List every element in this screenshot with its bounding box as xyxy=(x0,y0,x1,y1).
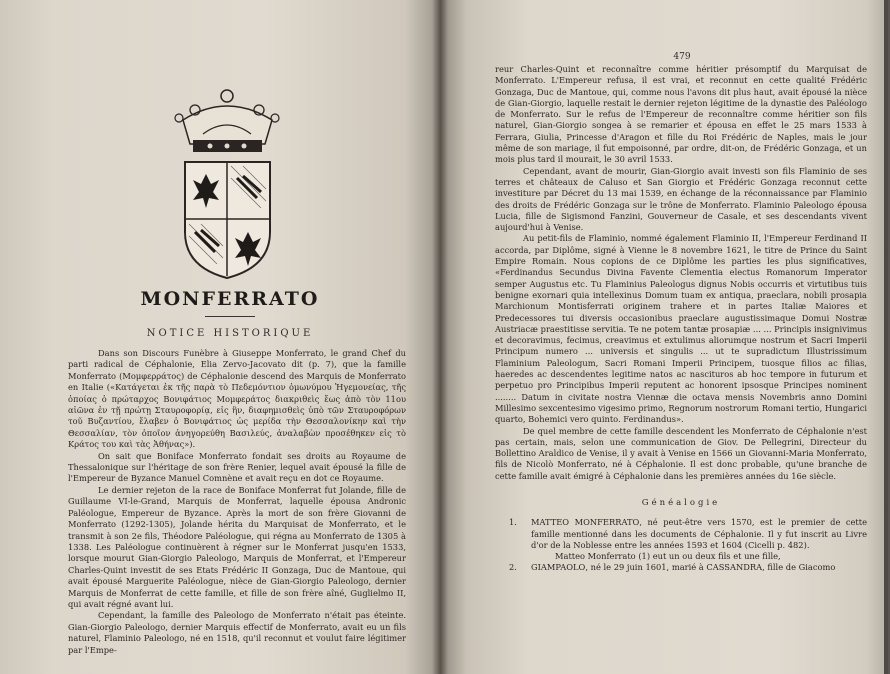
page-title: MONFERRATO xyxy=(140,288,320,310)
paragraph: De quel membre de cette famille descendent les Monferrato de Céphalonie n'est pas certain, mais, selon une communication de Giov. De Pellegrini, Directeur du Bollettino Araldico de Venise, il y avait à Venise en 1566 un Giovanni-Maria Monferrato, fils de Nicolò Monferrato, né à Céphalonie. Il est donc probable, qu'une branche de cette famille avait émigré à Céphalonie dans les premières années du 16e siècle. xyxy=(495,425,867,481)
paragraph: On sait que Boniface Monferrato fondait ses droits au Royaume de Thessalonique sur l'héritage de son frère Renier, lequel avait épousé la fille de l'Empereur de Byzance Manuel Comnène et avait reçu en dot ce Royaume. xyxy=(68,450,406,484)
genealogy-entry xyxy=(495,517,867,562)
genealogy-entry xyxy=(495,562,867,573)
entry-text: , né le 29 juin 1601, marié à CASSANDRA, fille de Giacomo xyxy=(585,562,836,573)
page-number: 479 xyxy=(673,52,691,62)
right-page xyxy=(440,0,888,674)
paragraph: Au petit-fils de Flaminio, nommé également Flaminio II, l'Empereur Ferdinand II accorda, par Diplôme, signé à Vienne le 8 novembre 1621, le titre de Prince du Saint Empire Romain. Nous copions de ce Diplôme les parties les plus significatives, «Ferdinandus Secundus Divina Favente Clementia electus Romanorum Imperator semper Augustus etc. Tu Flaminius Paleologus dignus Nobis occurris et virtutibus tuis benigne exornari quia intellexinus Domum tuam ex antiqua, praeclara, nobili prosapia Marchionum Montisferrati originem trahere et in partes Italiæ Maiores et Predecessores tui diversis occasionibus praeclare augustissimaque Domui Nostræ Austriacæ praestitisse servitia. Te ne potem tantæ prosapiæ ... ... Principis insignivimus et decoravimus, fecimus, creavimus et extulimus aliorumque nostrum et Sacri Imperii Principum numero ... universis et singulis ... ut te supradictum Illustrissimum Flaminium Paleologum, Sacri Romani Imperii Principem, tuosque filios ac filias, haeredes ac descendentes legitime natos ac nascituros ab hoc tempore in futurum et perpetuo pro Principibus Imperii reputent ac honorent ipsosque Principes nominent ........ Datum in civitate nostra Viennæ die octava mensis Novembris anno Domini Millesimo sexcentesimo vigesimo primo, Regnorum nostrorum Romani tertio, Hungarici quarto, Bohemici vero quinto. Ferdinandus». xyxy=(495,233,867,425)
paragraph: reur Charles-Quint et reconnaître comme héritier présomptif du Marquisat de Monferrato. L'Empereur refusa, il est vrai, et reconnut en cette qualité Frédéric Gonzaga, Duc de Mantoue, qui, comme nous l'avons dit plus haut, avait épousé la nièce de Gian-Giorgio, laquelle restait le dernier rejeton légitime de la dynastie des Paléologo de Monferrato. Sur le refus de l'Empereur de reconnaître comme héritier son fils naturel, Gian-Giorgio songea à se remarier et épousa en effet le 25 mars 1533 à Ferrara, Giulia, Princesse d'Aragon et fille du Roi Frédéric de Naples, mais le jour même de son mariage, il fut empoisonné, par ordre, dit-on, de Frédéric Gonzaga, et un mois plus tard il mourait, le 30 avril 1533. xyxy=(495,64,867,165)
coat-of-arms-icon xyxy=(165,82,290,282)
paragraph: Cependant, la famille des Paleologo de Monferrato n'était pas éteinte. Gian-Giorgio Paleologo, dernier Marquis effectif de Monferrato, avait eu un fils naturel, Flaminio Paleologo, né en 1518, qu'il reconnut et voulut faire légitimer par l'Empe- xyxy=(68,610,406,655)
paragraph: Le dernier rejeton de la race de Boniface Monferrat fut Jolande, fille de Guillaume VI-le-Grand, Marquis de Monferrat, laquelle épousa Andronic Paléologue, Empereur de Byzance. Après la mort de son frère Giovanni de Monferrato (1292-1305), Jolande hérita du Marquisat de Monferrato, et le transmit à son 2e fils, Théodore Paléologue, qui régna au Monferrato de 1305 à 1338. Les Paléologue continuèrent à régner sur le Monferrat jusqu'en 1533, lorsque mourut Gian-Giorgio Paleologo, Marquis de Monferrat, et l'Empereur Charles-Quint investit de ses Etats Frédéric II Gonzaga, Duc de Mantoue, qui avait épousé Marguerite Paléologue, nièce de Gian-Giorgio Paleologo, dernier Marquis de Monferrat de cette famille, et fille de son frère aîné, Guglielmo II, qui avait régné avant lui. xyxy=(68,484,406,609)
left-page xyxy=(0,0,440,674)
entry-name: MATTEO MONFERRATO xyxy=(531,517,640,528)
left-body-text xyxy=(68,348,406,656)
genealogy-heading: Généalogie xyxy=(641,497,721,508)
page-subtitle: NOTICE HISTORIQUE xyxy=(146,328,314,339)
entry-name: GIAMPAOLO xyxy=(531,562,586,573)
right-body-text xyxy=(495,64,867,574)
paragraph: Dans son Discours Funèbre à Giuseppe Monferrato, le grand Chef du parti radical de Céphalonie, Elia Zervo-Jacovato dit (p. 7), que la famille Monferrato (Μομφερράτος) de Céphalonie descend des Marquis de Monferrato en Italie («Κατάγεται ἐκ τῆς παρὰ τὸ Πεδεμόντιον ὁμωνύμου Ἡγεμονείας, τῆς ὁποίας ὁ πρώταρχος Βονιφάτιος Μομφεράτος διακριθεὶς ἔως ἀπὸ τὸν 11ου αἰῶνα ἐν τῇ πρώτῃ Σταυροφορίᾳ, εἰς ἣν, διαφημισθεὶς ὑπὸ τῶν Σταυροφόρων τοῦ Βυζαντίου, ἔλαβεν ὁ Βονιφάτιος ὡς μερίδα τὴν Θεσσαλονίκην καὶ τὴν Θεσσαλίαν, τὸν ὁποῖον ἀνηγορεύθη Βασιλεύς, ἀναλαβὼν προσέθηκεν εἰς τὸ Κράτος του καὶ τὰς Ἀθήνας»). xyxy=(68,348,406,450)
entry-number: 1. xyxy=(509,517,517,528)
entry-number: 2. xyxy=(509,562,517,573)
paragraph: Cependant, avant de mourir, Gian-Giorgio avait investi son fils Flaminio de ses terres et châteaux de Caluso et San Giorgio et Frédéric Gonzaga reconnut cette investiture par Décret du 13 mai 1539, en échange de la réconnaissance par Flaminio des droits de Frédéric Gonzaga sur le trône de Monferrato. Flaminio Paleologo épousa Lucia, fille de Sigismond Fanzini, Gouverneur de Casale, et ses descendants vivent aujourd'hui à Venise. xyxy=(495,165,867,233)
entry-subtext: Matteo Monferrato (1) eut un ou deux fils et une fille, xyxy=(555,551,781,562)
book-gutter xyxy=(432,0,448,674)
title-rule xyxy=(205,316,255,317)
page-edge xyxy=(884,0,888,674)
entry-text: , né peut-être vers 1570, est le premier de cette famille mentionné dans les documents de Céphalonie. Il y fut inscrit au Livre d'or de la Noblesse entre les années 1593 et 1604 (Cicelli p. 482). xyxy=(531,517,867,550)
